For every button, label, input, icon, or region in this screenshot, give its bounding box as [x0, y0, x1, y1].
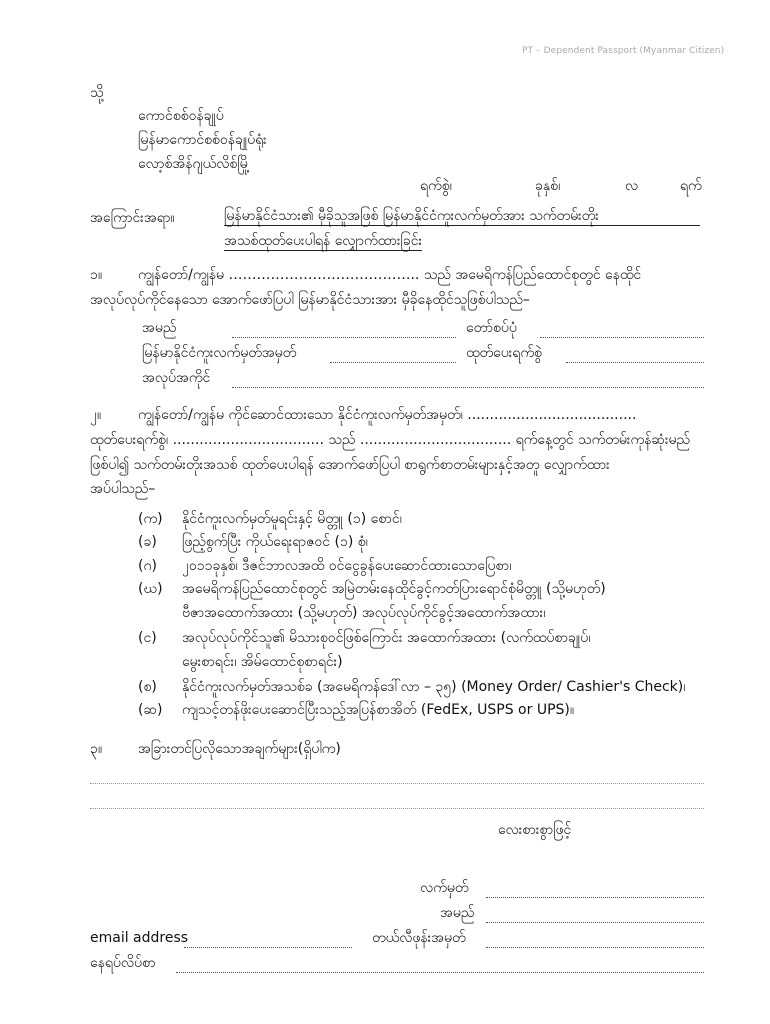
form-code-header: PT – Dependent Passport (Myanmar Citizen) [522, 46, 725, 56]
list-item-text: နိုင်ငံကူးလက်မှတ်မူရင်းနှင့် မိတ္တူ (၁) စောင်၊ [182, 511, 402, 527]
list-item-mark: (င) [138, 630, 157, 646]
home-address-label: နေရပ်လိပ်စာ [90, 955, 156, 971]
additional-info-line-1[interactable] [90, 783, 704, 784]
subject-label: အကြောင်းအရာ။ [90, 210, 175, 226]
list-item-text: ကျသင့်တန်ဖိုးပေးဆောင်ပြီးသည့်အပြန်စာအိတ် (FedEx, USPS or UPS)။ [182, 702, 575, 718]
section-3-text: အခြားတင်ပြလိုသောအချက်များ(ရှိပါက) [138, 741, 341, 757]
day-label: ရက် [680, 178, 702, 194]
list-item-text: နိုင်ငံကူးလက်မှတ်အသစ်ခ (အမေရိကန်ဒေါ်လာ – ၃၅) (Money Order/ Cashier's Check)၊ [182, 679, 686, 695]
section-2-number: ၂။ [90, 407, 102, 423]
section-1-line-1: ကျွန်တော်/ကျွန်မ ………………………………….. သည် အမေရိကန်ပြည်ထောင်စုတွင် နေထိုင် [138, 267, 642, 283]
employee-name-field[interactable] [232, 337, 456, 338]
additional-info-line-2[interactable] [90, 808, 704, 809]
phone-label: တယ်လီဖုန်းအမှတ် [372, 930, 466, 946]
section-2-line-2: ထုတ်ပေးရက်စွဲ၊ .................................. သည် .................................. ရက်နေ့တွင် သက်တမ်းကုန်ဆုံးမည် [90, 432, 691, 448]
section-3-number: ၃။ [90, 741, 103, 757]
list-item-mark: (စ) [138, 679, 157, 695]
subject-line-1: မြန်မာနိုင်ငံသား၏ မှီခိုသူအဖြစ် မြန်မာနိုင်ငံကူးလက်မှတ်အား သက်တမ်းတိုး [224, 207, 700, 226]
applicant-name-field[interactable] [486, 922, 704, 923]
section-1-line-2: အလုပ်လုပ်ကိုင်နေသော အောက်ဖော်ပြပါ မြန်မာနိုင်ငံသားအား မှီခိုနေထိုင်သူဖြစ်ပါသည်– [90, 292, 530, 308]
section-2-line-3: ဖြစ်ပါ၍ သက်တမ်းတိုးအသစ် ထုတ်ပေးပါရန် အောက်ဖော်ပြပါ စာရွက်စာတမ်းများနှင့်အတူ လျှောက်ထား [90, 457, 610, 473]
signature-label: လက်မှတ် [420, 880, 469, 896]
list-item-text: ၂၀၁၁ခုနှစ်၊ ဒီဇင်ဘာလအထိ ဝင်ငွေခွန်ပေးဆောင်ထားသောပြေစာ၊ [182, 558, 512, 574]
section-2-line-4: အပ်ပါသည်– [90, 481, 156, 497]
email-label: email address [90, 930, 189, 946]
relationship-label: တော်စပ်ပုံ [466, 320, 517, 336]
list-item-text-cont: မွေးစာရင်း၊ အိမ်ထောင်စုစာရင်း) [182, 654, 343, 670]
list-item-text: အလုပ်လုပ်ကိုင်သူ၏ မိသားစုဝင်ဖြစ်ကြောင်း အထောက်အထား (လက်ထပ်စာချုပ်၊ [182, 630, 591, 646]
month-label: လ [625, 178, 639, 194]
year-label: ခုနှစ်၊ [535, 178, 561, 194]
address-line-1: ကောင်စစ်ဝန်ချုပ် [138, 108, 224, 124]
list-item-mark: (ခ) [138, 534, 157, 550]
address-line-2: မြန်မာကောင်စစ်ဝန်ချုပ်ရုံး [138, 132, 267, 148]
home-address-field[interactable] [176, 972, 704, 973]
list-item-text-cont: ဗီဇာအထောက်အထား (သို့မဟုတ်) အလုပ်လုပ်ကိုင်ခွင့်အထောက်အထား၊ [182, 605, 546, 621]
employee-issue-date-label: ထုတ်ပေးရက်စွဲ [466, 345, 542, 361]
list-item-mark: (ဆ) [138, 702, 163, 718]
list-item-text: အမေရိကန်ပြည်ထောင်စုတွင် အမြဲတမ်းနေထိုင်ခွင့်ကတ်ပြားရောင်စုံမိတ္တူ (သို့မဟုတ်) [182, 581, 606, 597]
signature-field[interactable] [486, 897, 704, 898]
email-field[interactable] [184, 947, 352, 948]
employee-job-label: အလုပ်အကိုင် [142, 370, 211, 386]
employee-job-field[interactable] [232, 387, 704, 388]
section-2-line-1: ကျွန်တော်/ကျွန်မ ကိုင်ဆောင်ထားသော နိုင်ငံကူးလက်မှတ်အမှတ်၊ ...................................... [138, 407, 637, 423]
employee-issue-date-field[interactable] [566, 362, 704, 363]
employee-passport-field[interactable] [330, 362, 456, 363]
relationship-field[interactable] [540, 337, 704, 338]
date-label: ရက်စွဲ၊ [420, 178, 452, 194]
section-1-number: ၁။ [90, 267, 103, 283]
employee-passport-label: မြန်မာနိုင်ငံကူးလက်မှတ်အမှတ် [142, 345, 297, 361]
list-item-mark: (ဃ) [138, 581, 163, 597]
closing-text: လေးစားစွာဖြင့် [498, 822, 572, 838]
applicant-name-label: အမည် [440, 905, 475, 921]
list-item-mark: (ဂ) [138, 558, 157, 574]
address-line-3: လော့စ်အိန်ဂျယ်လိစ်မြို့ [138, 156, 250, 172]
employee-name-label: အမည် [142, 320, 177, 336]
phone-field[interactable] [486, 947, 704, 948]
address-to: သို့ [90, 85, 104, 101]
list-item-text: ဖြည့်စွက်ပြီး ကိုယ်ရေးရာဇဝင် (၁) စုံ၊ [182, 534, 368, 550]
list-item-mark: (က) [138, 511, 163, 527]
subject-line-2: အသစ်ထုတ်ပေးပါရန် လျှောက်ထားခြင်း [224, 233, 423, 249]
